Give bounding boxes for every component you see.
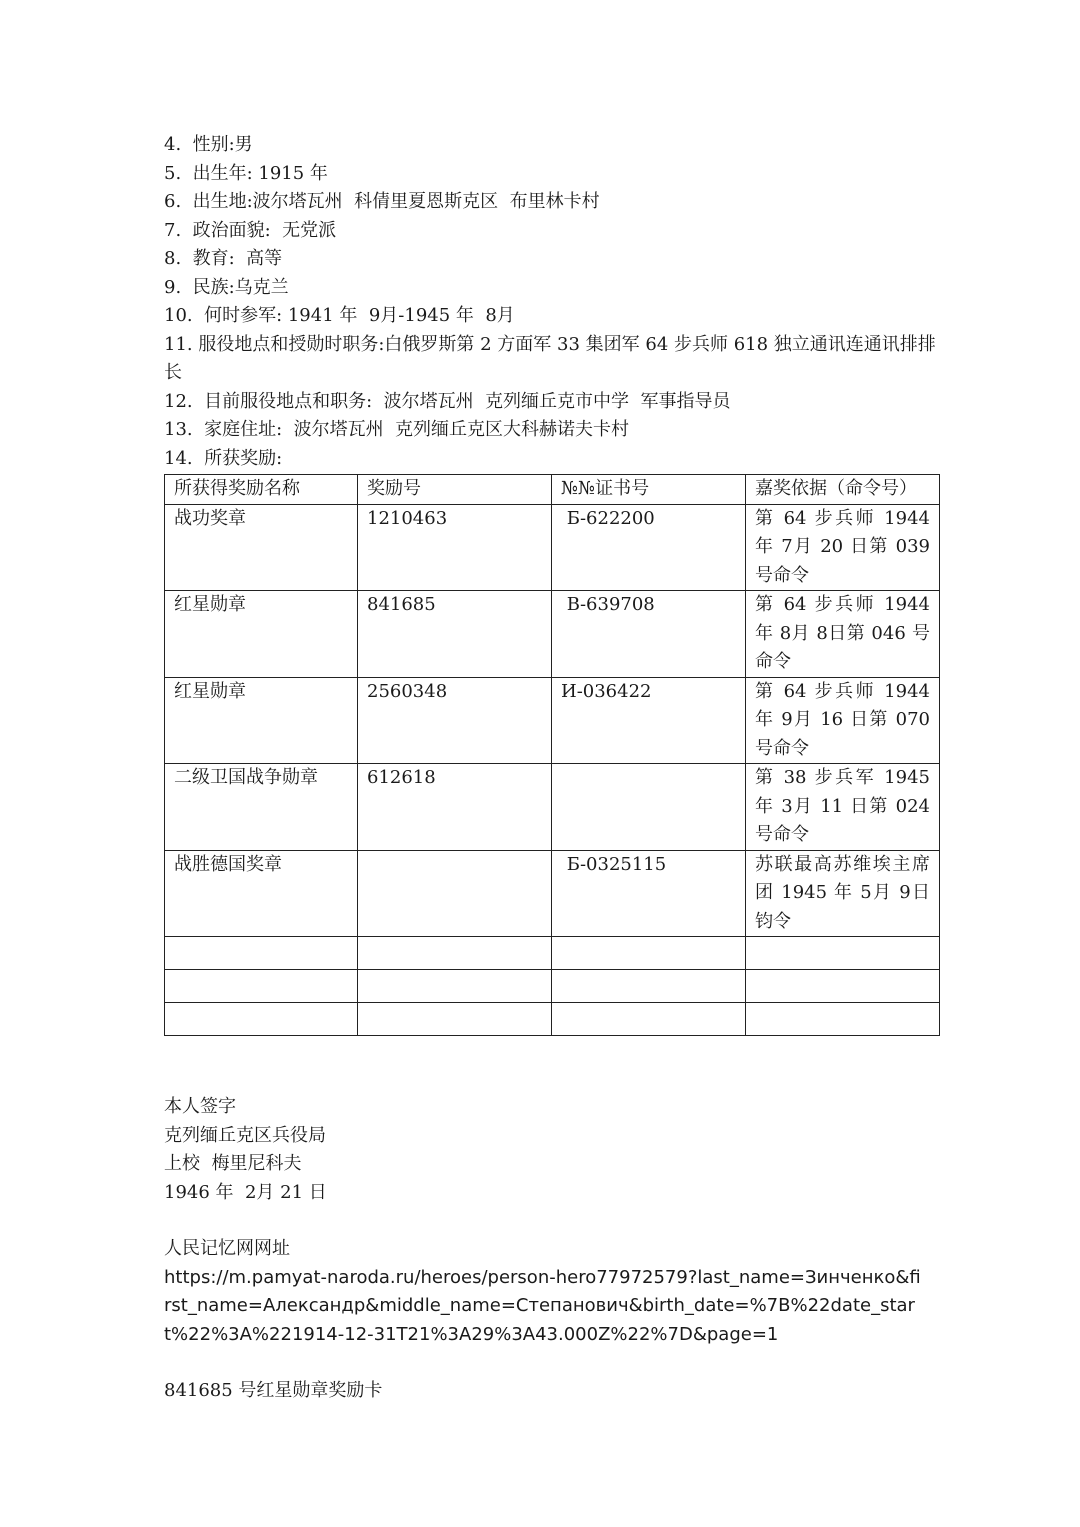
empty-cell	[552, 1003, 746, 1036]
award-basis: 第 64 步兵师 1944 年 7月 20 日第 039 号命令	[746, 504, 940, 591]
awards-table	[164, 474, 940, 1036]
award-basis: 第 64 步兵师 1944 年 8月 8日第 046 号命令	[746, 591, 940, 678]
footer-caption: 841685 号红星勋章奖励卡	[164, 1380, 383, 1401]
award-basis: 第 38 步兵军 1945 年 3月 11 日第 024 号命令	[746, 764, 940, 851]
link-block	[164, 1235, 940, 1349]
signature-officer: 上校 梅里尼科夫	[164, 1153, 302, 1174]
certificate-number: Б-622200	[552, 504, 746, 591]
table-row	[165, 764, 940, 851]
award-name: 战功奖章	[165, 504, 358, 591]
table-row	[165, 504, 940, 591]
award-number: 2560348	[358, 677, 552, 764]
empty-cell	[552, 937, 746, 970]
award-name: 二级卫国战争勋章	[165, 764, 358, 851]
document-page	[164, 131, 940, 1406]
header-award-number: 奖励号	[358, 475, 552, 505]
certificate-number: Б-0325115	[552, 850, 746, 937]
table-row	[165, 850, 940, 937]
table-row	[165, 591, 940, 678]
info-enlistment: 10. 何时参军: 1941 年 9月-1945 年 8月	[164, 305, 515, 326]
signature-office: 克列缅丘克区兵役局	[164, 1124, 326, 1146]
link-label: 人民记忆网网址	[164, 1238, 290, 1259]
award-number: 612618	[358, 764, 552, 851]
source-url-link[interactable]: https://m.pamyat-naroda.ru/heroes/person-hero77972579?last_name=Зинченко&first_name=Александр&middle_name=Степанович&birth_date=%7B%22date_start%22%3A%221914-12-31T21%3A29%3A43.000Z%22%7D&page=1	[164, 1266, 921, 1345]
empty-cell	[165, 970, 358, 1003]
table-header-row	[165, 475, 940, 505]
signature-label: 本人签字	[164, 1096, 236, 1117]
certificate-number: В-639708	[552, 591, 746, 678]
info-birthplace: 6. 出生地:波尔塔瓦州 科倩里夏恩斯克区 布里林卡村	[164, 191, 600, 212]
table-row-empty	[165, 937, 940, 970]
award-number: 1210463	[358, 504, 552, 591]
info-home-address: 13. 家庭住址: 波尔塔瓦州 克列缅丘克区大科赫诺夫卡村	[164, 419, 630, 440]
empty-cell	[358, 970, 552, 1003]
info-ethnicity: 9. 民族:乌克兰	[164, 276, 289, 298]
table-row	[165, 677, 940, 764]
info-service-post: 11. 服役地点和授勋时职务:白俄罗斯第 2 方面军 33 集团军 64 步兵师 618 独立通讯连通讯排排长	[164, 333, 936, 383]
empty-cell	[165, 1003, 358, 1036]
info-awards-heading: 14. 所获奖励:	[164, 447, 283, 469]
info-gender: 4. 性别:男	[164, 134, 253, 155]
award-number: 841685	[358, 591, 552, 678]
empty-cell	[552, 970, 746, 1003]
award-name: 红星勋章	[165, 677, 358, 764]
header-award-basis: 嘉奖依据（命令号）	[746, 475, 940, 505]
info-education: 8. 教育: 高等	[164, 248, 283, 269]
info-political-status: 7. 政治面貌: 无党派	[164, 219, 337, 241]
personal-info	[164, 131, 940, 473]
footer-block	[164, 1377, 940, 1406]
empty-cell	[746, 970, 940, 1003]
info-current-post: 12. 目前服役地点和职务: 波尔塔瓦州 克列缅丘克市中学 军事指导员	[164, 390, 731, 412]
header-award-name: 所获得奖励名称	[165, 475, 358, 505]
table-row-empty	[165, 970, 940, 1003]
signature-date: 1946 年 2月 21 日	[164, 1181, 327, 1203]
award-basis: 第 64 步兵师 1944 年 9月 16 日第 070 号命令	[746, 677, 940, 764]
award-number	[358, 850, 552, 937]
empty-cell	[746, 1003, 940, 1036]
signature-block	[164, 1093, 940, 1207]
award-name: 战胜德国奖章	[165, 850, 358, 937]
info-birth-year: 5. 出生年: 1915 年	[164, 162, 328, 184]
award-basis: 苏联最高苏维埃主席团 1945 年 5月 9日钧令	[746, 850, 940, 937]
table-row-empty	[165, 1003, 940, 1036]
empty-cell	[746, 937, 940, 970]
empty-cell	[358, 1003, 552, 1036]
certificate-number	[552, 764, 746, 851]
award-name: 红星勋章	[165, 591, 358, 678]
certificate-number: И-036422	[552, 677, 746, 764]
empty-cell	[165, 937, 358, 970]
empty-cell	[358, 937, 552, 970]
header-certificate-number: №№证书号	[552, 475, 746, 505]
